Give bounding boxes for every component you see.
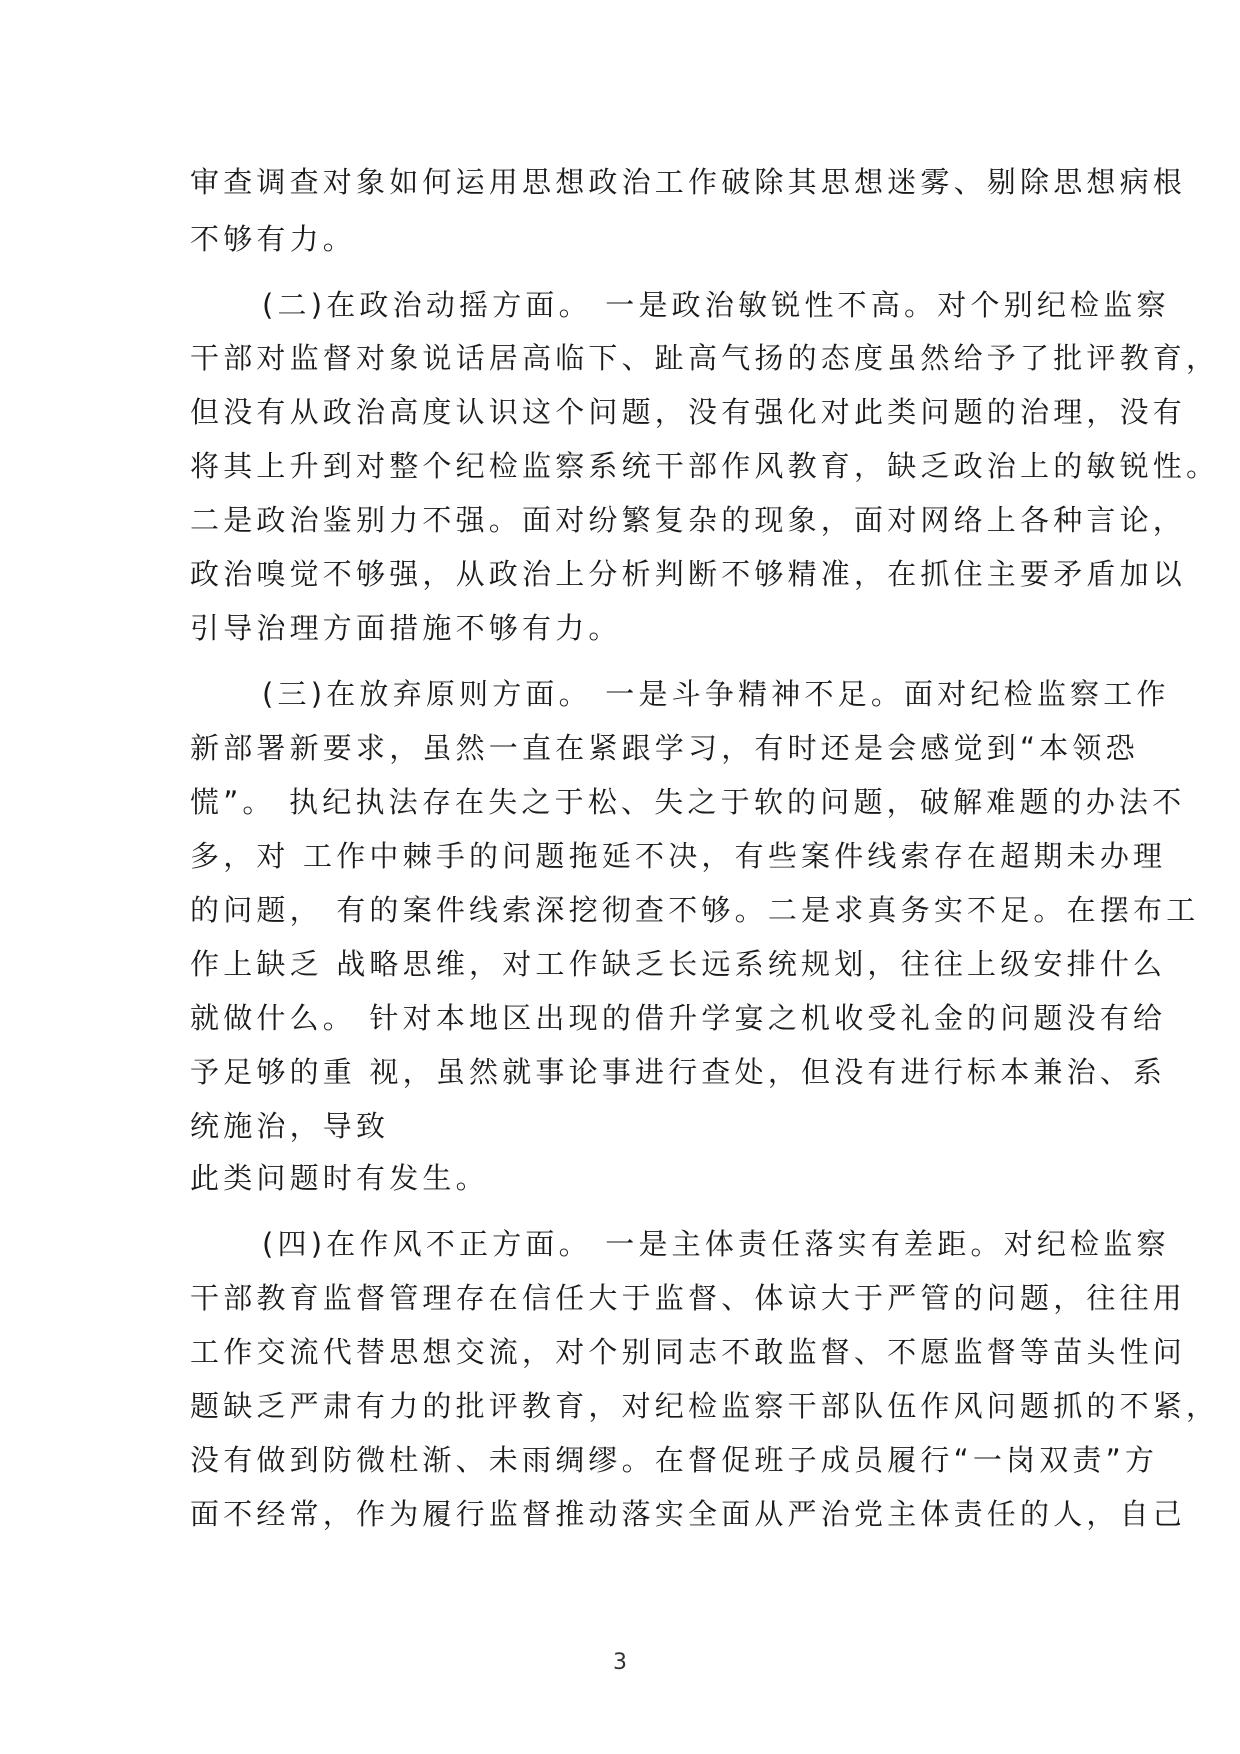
text-line: 慌”。 执纪执法存在失之于松、失之于软的问题，破解难题的办法不 <box>190 785 1186 819</box>
section-heading-line: (三)在放弃原则方面。 一是斗争精神不足。面对纪检监察工作 <box>262 677 1170 711</box>
text-line: 二是政治鉴别力不强。面对纷繁复杂的现象，面对网络上各种言论， <box>190 503 1187 537</box>
text-line: 面不经常，作为履行监督推动落实全面从严治党主体责任的人，自己 <box>190 1497 1187 1531</box>
section-heading-line: (二)在政治动摇方面。 一是政治敏锐性不高。对个别纪检监察 <box>262 288 1170 322</box>
text-line: 予足够的重 视，虽然就事论事进行查处，但没有进行标本兼治、系 <box>190 1055 1167 1089</box>
text-line: 没有做到防微杜渐、未雨绸缪。在督促班子成员履行“一岗双责”方 <box>190 1443 1159 1477</box>
text-line: 的问题， 有的案件线索深挖彻查不够。二是求真务实不足。在摆布工 <box>190 893 1200 927</box>
text-line: 政治嗅觉不够强，从政治上分析判断不够精准，在抓住主要矛盾加以 <box>190 557 1187 591</box>
section-heading-line: (四)在作风不正方面。 一是主体责任落实有差距。对纪检监察 <box>262 1227 1170 1261</box>
text-line: 审查调查对象如何运用思想政治工作破除其思想迷雾、剔除思想病根 <box>190 165 1187 199</box>
text-line: 作上缺乏 战略思维，对工作缺乏长远系统规划，往往上级安排什么 <box>190 947 1167 981</box>
text-line: 不够有力。 <box>190 222 357 256</box>
text-line: 干部对监督对象说话居高临下、趾高气扬的态度虽然给予了批评教育， <box>190 341 1220 375</box>
text-line: 引导治理方面措施不够有力。 <box>190 611 622 645</box>
text-line: 将其上升到对整个纪检监察系统干部作风教育，缺乏政治上的敏锐性。 <box>190 449 1220 483</box>
text-line: 题缺乏严肃有力的批评教育，对纪检监察干部队伍作风问题抓的不紧， <box>190 1389 1220 1423</box>
text-line: 就做什么。 针对本地区出现的借升学宴之机收受礼金的问题没有给 <box>190 1001 1167 1035</box>
text-line: 此类问题时有发生。 <box>190 1161 489 1195</box>
text-line: 新部署新要求，虽然一直在紧跟学习，有时还是会感觉到“本领恐 <box>190 731 1139 765</box>
text-line: 干部教育监督管理存在信任大于监督、体谅大于严管的问题，往往用 <box>190 1281 1187 1315</box>
text-line: 但没有从政治高度认识这个问题，没有强化对此类问题的治理，没有 <box>190 395 1187 429</box>
text-line: 多，对 工作中棘手的问题拖延不决，有些案件线索存在超期未办理 <box>190 839 1167 873</box>
page-number: 3 <box>613 1650 627 1675</box>
text-line: 统施治，导致 <box>190 1109 390 1143</box>
text-line: 工作交流代替思想交流，对个别同志不敢监督、不愿监督等苗头性问 <box>190 1335 1187 1369</box>
